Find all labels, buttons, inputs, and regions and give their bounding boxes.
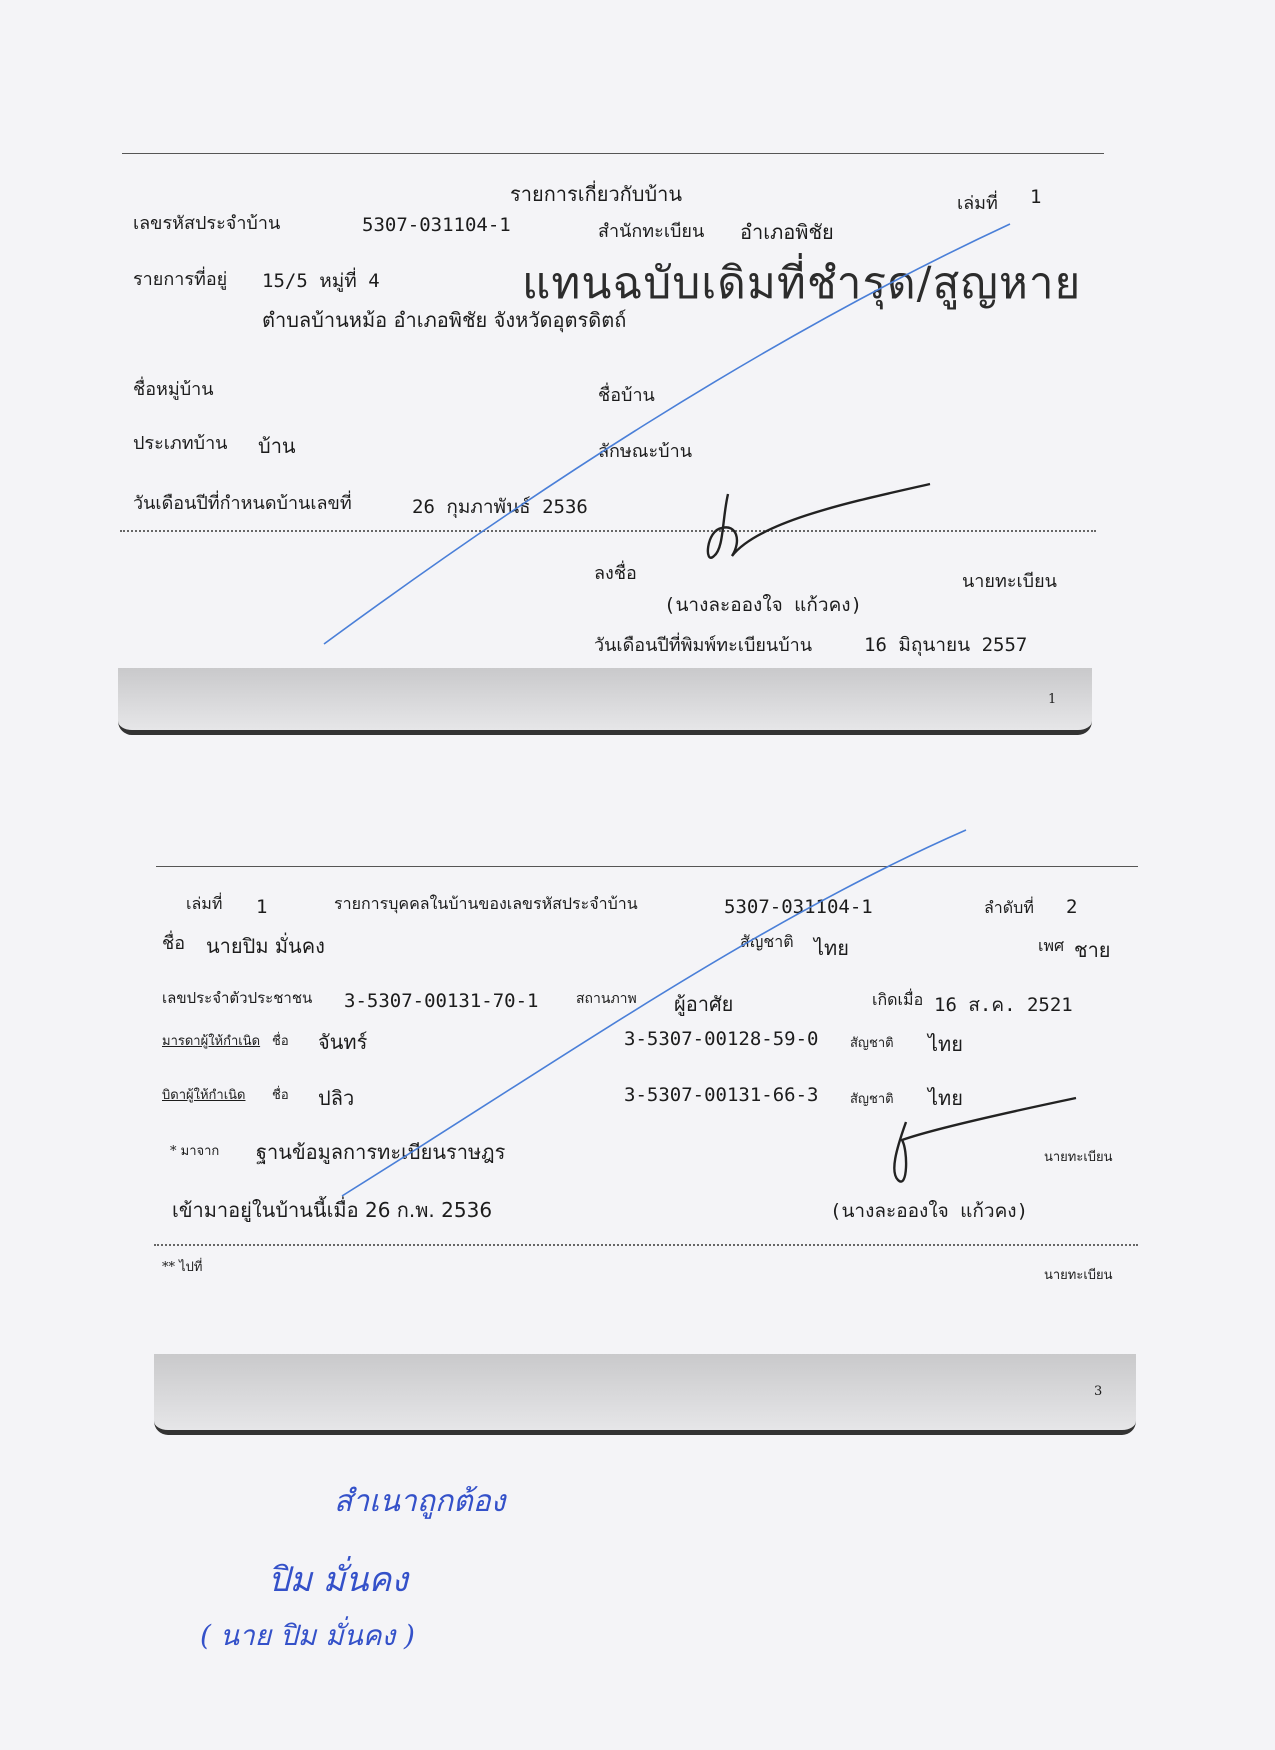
sign-label: ลงชื่อ bbox=[594, 563, 637, 584]
to-label: ** ไปที่ bbox=[162, 1260, 203, 1275]
top-rule-2 bbox=[156, 866, 1138, 867]
registrar-signature-1 bbox=[708, 484, 930, 558]
registrar-signature-2 bbox=[894, 1098, 1076, 1182]
address-label: รายการที่อยู่ bbox=[133, 269, 228, 290]
page-footer-bar-2 bbox=[154, 1354, 1136, 1435]
house-name-label: ชื่อบ้าน bbox=[598, 385, 655, 406]
mother-name-label: ชื่อ bbox=[272, 1034, 289, 1049]
father-nationality-label: สัญชาติ bbox=[850, 1092, 894, 1107]
id-number: 3-5307-00131-70-1 bbox=[344, 990, 539, 1012]
volume-label: เล่มที่ bbox=[957, 193, 998, 214]
from-label: * มาจาก bbox=[170, 1144, 220, 1159]
dotted-divider-2 bbox=[154, 1244, 1138, 1246]
seq-number: 2 bbox=[1066, 896, 1078, 918]
top-rule bbox=[122, 153, 1104, 154]
mother-label: มารดาผู้ให้กำเนิด bbox=[162, 1034, 261, 1049]
mother-nationality: ไทย bbox=[928, 1032, 963, 1056]
handwritten-certification: สำเนาถูกต้อง bbox=[334, 1484, 506, 1519]
page-title: รายการเกี่ยวกับบ้าน bbox=[510, 182, 683, 206]
address-line-2: ตำบลบ้านหม้อ อำเภอพิชัย จังหวัดอุตรดิตถ์ bbox=[262, 308, 627, 332]
handwritten-signer-name: ( นาย ปิม มั่นคง ) bbox=[200, 1619, 415, 1652]
registrar-office-label: สำนักทะเบียน bbox=[598, 221, 705, 242]
village-name-label: ชื่อหมู่บ้าน bbox=[133, 379, 214, 400]
date-assigned-label: วันเดือนปีที่กำหนดบ้านเลขที่ bbox=[133, 493, 352, 514]
registrar-office: อำเภอพิชัย bbox=[740, 220, 834, 244]
volume-number: 1 bbox=[1030, 186, 1042, 208]
status-label: สถานภาพ bbox=[576, 991, 637, 1007]
house-code: 5307-031104-1 bbox=[362, 214, 511, 236]
sex: ชาย bbox=[1074, 938, 1111, 962]
house-style-label: ลักษณะบ้าน bbox=[598, 441, 692, 462]
print-date: 16 มิถุนายน 2557 bbox=[864, 634, 1028, 656]
nationality-label: สัญชาติ bbox=[740, 932, 794, 951]
volume-number-2: 1 bbox=[256, 896, 268, 918]
dotted-divider bbox=[120, 530, 1096, 532]
registrar-name: (นางละอองใจ แก้วคง) bbox=[664, 594, 863, 616]
address-line-1: 15/5 หมู่ที่ 4 bbox=[262, 270, 380, 292]
house-code-label: เลขรหัสประจำบ้าน bbox=[133, 213, 281, 234]
person-name: นายปิม มั่นคง bbox=[206, 934, 325, 958]
page-number: 1 bbox=[1048, 692, 1057, 707]
page-footer-bar bbox=[118, 668, 1092, 735]
father-nationality: ไทย bbox=[928, 1086, 963, 1110]
registrar-title-3: นายทะเบียน bbox=[1044, 1268, 1113, 1283]
seq-label: ลำดับที่ bbox=[984, 898, 1034, 917]
father-id: 3-5307-00131-66-3 bbox=[624, 1084, 819, 1106]
registrar-title: นายทะเบียน bbox=[962, 571, 1057, 592]
status: ผู้อาศัย bbox=[674, 992, 734, 1016]
page-number-2: 3 bbox=[1094, 1384, 1103, 1399]
date-assigned: 26 กุมภาพันธ์ 2536 bbox=[412, 496, 588, 518]
father-name-label: ชื่อ bbox=[272, 1088, 289, 1103]
handwritten-signature: ปิม มั่นคง bbox=[268, 1560, 408, 1600]
father-name: ปลิว bbox=[318, 1086, 355, 1110]
mother-name: จันทร์ bbox=[318, 1030, 368, 1054]
from-value: ฐานข้อมูลการทะเบียนราษฎร bbox=[256, 1140, 506, 1164]
moved-in-date: เข้ามาอยู่ในบ้านนี้เมื่อ 26 ก.พ. 2536 bbox=[172, 1198, 493, 1222]
birth-date: 16 ส.ค. 2521 bbox=[934, 994, 1073, 1016]
house-type: บ้าน bbox=[258, 434, 296, 458]
replacement-stamp: แทนฉบับเดิมที่ชำรุด/สูญหาย bbox=[522, 258, 1082, 309]
id-label: เลขประจำตัวประชาชน bbox=[162, 989, 313, 1007]
mother-nationality-label: สัญชาติ bbox=[850, 1036, 894, 1051]
nationality: ไทย bbox=[814, 936, 849, 960]
registrar-name-2: (นางละอองใจ แก้วคง) bbox=[830, 1200, 1029, 1222]
mother-id: 3-5307-00128-59-0 bbox=[624, 1028, 819, 1050]
name-label: ชื่อ bbox=[162, 933, 186, 954]
volume-label-2: เล่มที่ bbox=[186, 894, 223, 913]
house-type-label: ประเภทบ้าน bbox=[133, 433, 228, 454]
father-label: บิดาผู้ให้กำเนิด bbox=[162, 1088, 246, 1103]
registrar-title-2: นายทะเบียน bbox=[1044, 1150, 1113, 1165]
birth-label: เกิดเมื่อ bbox=[872, 990, 924, 1009]
house-code-2: 5307-031104-1 bbox=[724, 896, 873, 918]
print-date-label: วันเดือนปีที่พิมพ์ทะเบียนบ้าน bbox=[594, 635, 813, 656]
person-list-title: รายการบุคคลในบ้านของเลขรหัสประจำบ้าน bbox=[334, 894, 638, 913]
sex-label: เพศ bbox=[1038, 936, 1065, 955]
